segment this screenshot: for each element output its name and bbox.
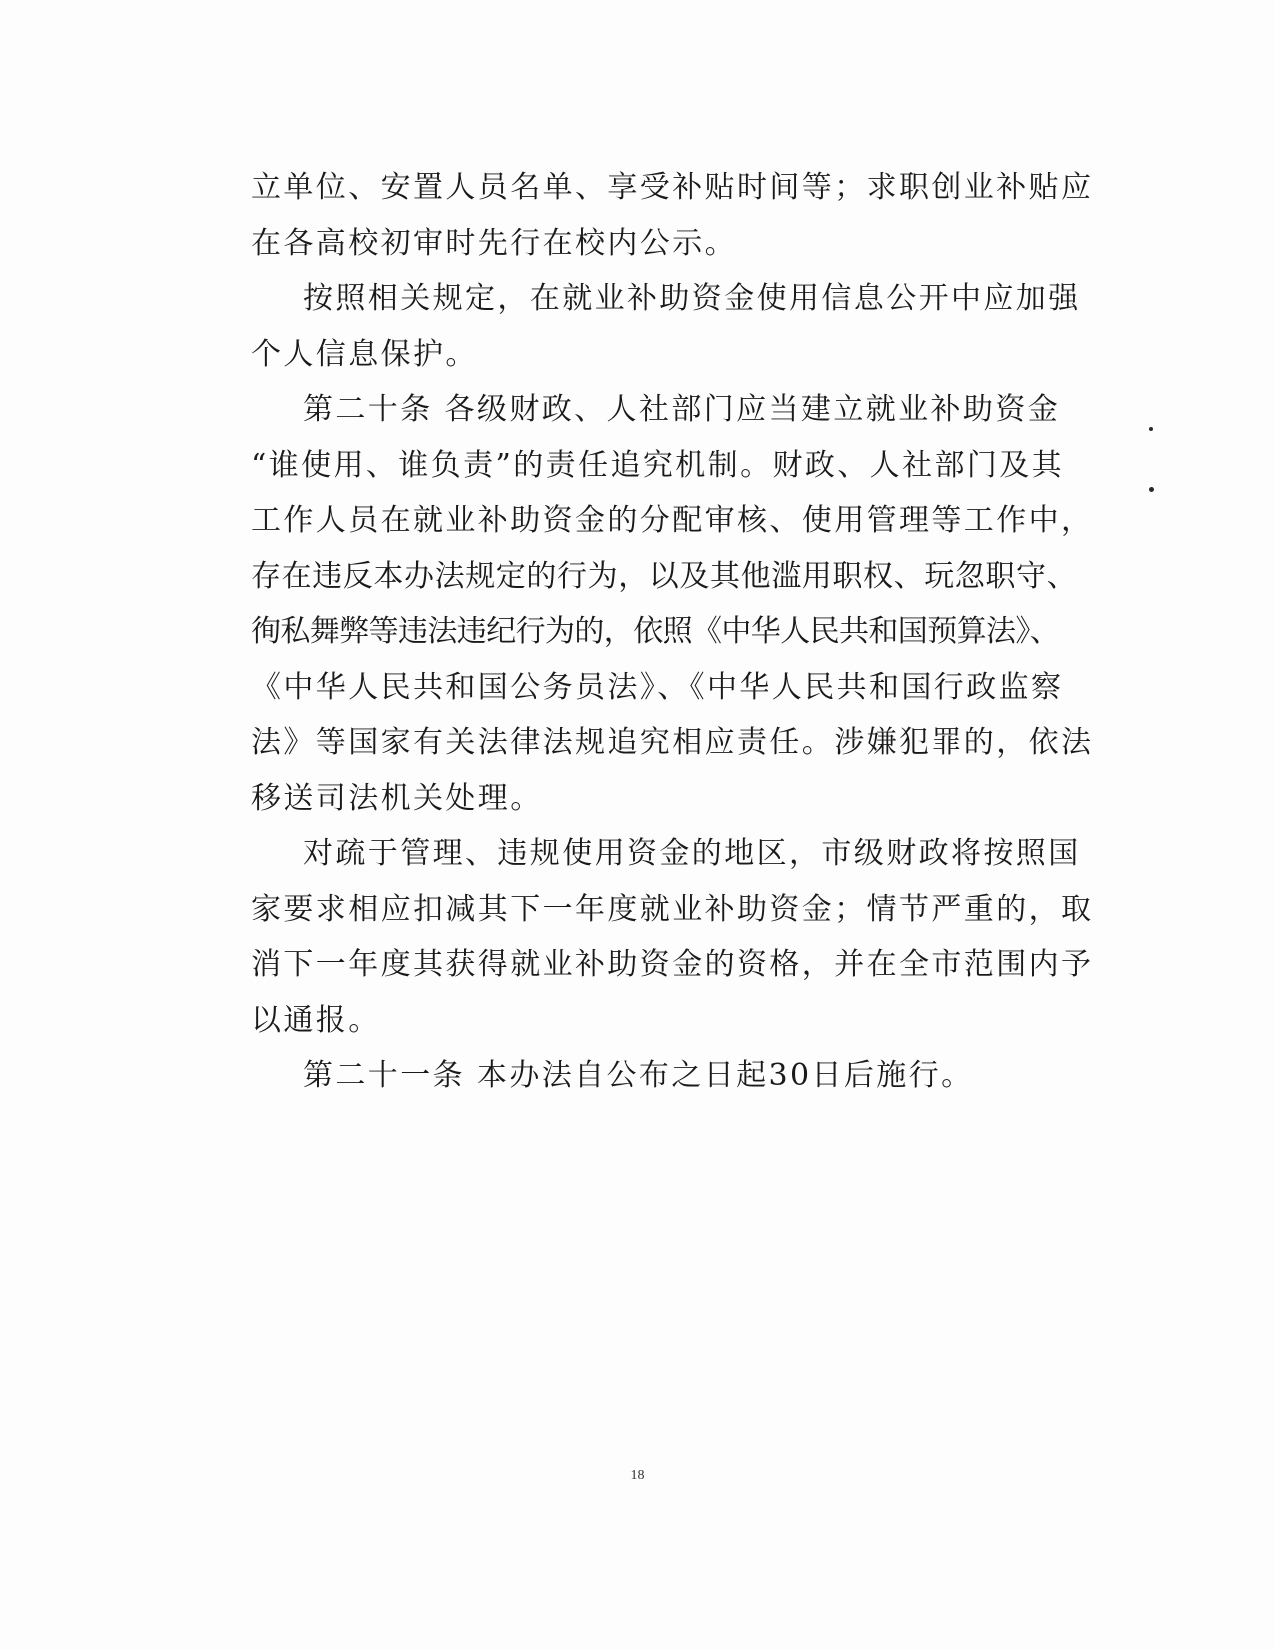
- text-line: 消下一年度其获得就业补助资金的资格，并在全市范围内予: [251, 947, 1094, 982]
- text-line: 移送司法机关处理。: [251, 780, 543, 816]
- text-line: 存在违反本办法规定的行为，以及其他滥用职权、玩忽职守、: [251, 558, 1078, 594]
- text-line: 以通报。: [251, 1002, 381, 1038]
- text-line: 家要求相应扣减其下一年度就业补助资金；情节严重的，取: [251, 891, 1094, 927]
- text-line: 《中华人民共和国公务员法》、《中华人民共和国行政监察: [251, 669, 1064, 705]
- text-line: 立单位、安置人员名单、享受补贴时间等；求职创业补贴应: [251, 170, 1094, 205]
- text-line: 个人信息保护。: [251, 336, 478, 372]
- document-body: [251, 160, 1094, 1104]
- article-21-heading-line: 第二十一条 本办法自公布之日起30日后施行。: [303, 1058, 974, 1093]
- paragraph-start-line: 对疏于管理、违规使用资金的地区，市级财政将按照国: [303, 836, 1081, 871]
- text-line: 在各高校初审时先行在校内公示。: [251, 225, 737, 261]
- text-line: “谁使用、谁负责”的责任追究机制。财政、人社部门及其: [251, 447, 1065, 483]
- scan-speck: [1149, 427, 1153, 431]
- article-20-heading-line: 第二十条 各级财政、人社部门应当建立就业补助资金: [303, 392, 1061, 427]
- page-number: 18: [630, 1468, 645, 1483]
- text-line: 工作人员在就业补助资金的分配审核、使用管理等工作中，: [251, 503, 1094, 538]
- text-line: 法》等国家有关法律法规追究相应责任。涉嫌犯罪的，依法: [251, 725, 1094, 760]
- text-line: 徇私舞弊等违法违纪行为的，依照《中华人民共和国预算法》、: [251, 614, 1060, 649]
- paragraph-start-line: 按照相关规定，在就业补助资金使用信息公开中应加强: [303, 281, 1081, 316]
- scan-speck: [1149, 487, 1154, 492]
